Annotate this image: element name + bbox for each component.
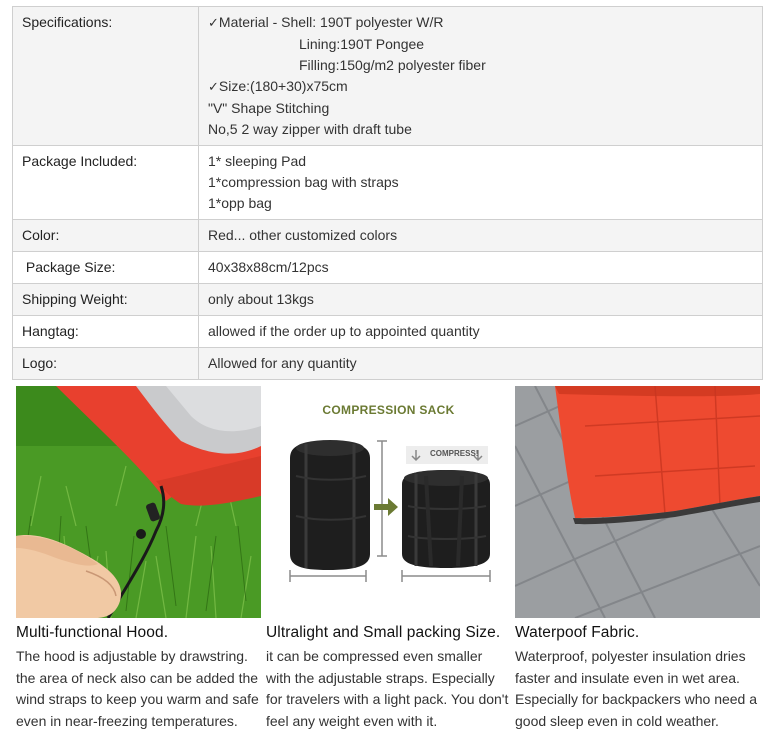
spec-row	[13, 7, 763, 146]
spec-value-text: Red... other customized colors	[208, 227, 398, 243]
feature-text-waterproof: Waterproof, polyester insulation dries faster and insulate even in wet area. Especially for backpackers who need a good sleep even in cold weather.	[515, 648, 758, 729]
specifications-table-body	[13, 7, 763, 380]
spec-value	[199, 146, 763, 220]
spec-value-text: Lining:190T Pongee	[299, 36, 425, 52]
check-mark-icon: ✓	[208, 16, 219, 31]
spec-value-line	[208, 353, 753, 374]
spec-row	[13, 284, 763, 316]
compression-sack-photo	[266, 386, 511, 618]
spec-row	[13, 220, 763, 252]
check-mark-icon: ✓	[208, 80, 219, 95]
spec-value-text: only about 13kgs	[208, 291, 314, 307]
feature-card-packing	[266, 386, 511, 732]
spec-value-line	[208, 193, 753, 214]
feature-title-waterproof: Waterpoof Fabric.	[515, 624, 640, 641]
compression-sack-title: COMPRESSION SACK	[322, 403, 455, 417]
spec-value	[199, 316, 763, 348]
spec-value-line	[208, 98, 753, 119]
feature-card-hood	[16, 386, 261, 732]
compress-badge: COMPRESS!	[430, 449, 479, 458]
spec-value	[199, 220, 763, 252]
spec-value-line	[208, 12, 753, 34]
spec-value-text: allowed if the order up to appointed quantity	[208, 323, 480, 339]
spec-row	[13, 348, 763, 380]
spec-value-line	[208, 321, 753, 342]
hood-drawstring-photo	[16, 386, 261, 618]
spec-value	[199, 348, 763, 380]
spec-label: Package Size:	[13, 252, 199, 284]
spec-value-text: 40x38x88cm/12pcs	[208, 259, 329, 275]
spec-value-line	[208, 76, 753, 98]
spec-label: Shipping Weight:	[13, 284, 199, 316]
feature-card-waterproof	[515, 386, 760, 732]
spec-value-line	[208, 225, 753, 246]
spec-value-text: "V" Shape Stitching	[208, 100, 330, 116]
feature-text-packing: it can be compressed even smaller with the adjustable straps. Especially for travelers with a light pack. You don't feel any weight even with it.	[266, 648, 509, 729]
waterproof-fabric-photo	[515, 386, 760, 618]
spec-value-text: No,5 2 way zipper with draft tube	[208, 121, 412, 137]
spec-value-text: 1*compression bag with straps	[208, 174, 399, 190]
spec-value	[199, 284, 763, 316]
feature-text-hood: The hood is adjustable by drawstring. the area of neck also can be added the wind straps to keep you warm and safe even in near-freezing temperatures.	[16, 648, 259, 729]
specifications-table	[12, 6, 763, 380]
feature-title-packing: Ultralight and Small packing Size.	[266, 624, 501, 641]
spec-row	[13, 316, 763, 348]
spec-row	[13, 252, 763, 284]
spec-value-text: Material - Shell: 190T polyester W/R	[218, 14, 444, 30]
spec-value	[199, 252, 763, 284]
spec-value-line	[208, 257, 753, 278]
spec-value-line	[208, 289, 753, 310]
spec-value-text: 1* sleeping Pad	[208, 153, 307, 169]
spec-label: Logo:	[13, 348, 199, 380]
spec-label: Package Included:	[13, 146, 199, 220]
spec-value-text: 1*opp bag	[208, 195, 272, 211]
spec-value-text: Filling:150g/m2 polyester fiber	[299, 57, 486, 73]
spec-value-text: Allowed for any quantity	[208, 355, 357, 371]
spec-label: Color:	[13, 220, 199, 252]
spec-label: Hangtag:	[13, 316, 199, 348]
spec-value-line	[208, 34, 753, 55]
spec-label: Specifications:	[13, 7, 199, 146]
feature-title-hood: Multi-functional Hood.	[16, 624, 169, 641]
spec-value-text: Size:(180+30)x75cm	[218, 78, 348, 94]
spec-value-line	[208, 119, 753, 140]
spec-value-line	[208, 55, 753, 76]
spec-value-line	[208, 151, 753, 172]
spec-value	[199, 7, 763, 146]
spec-row	[13, 146, 763, 220]
spec-value-line	[208, 172, 753, 193]
